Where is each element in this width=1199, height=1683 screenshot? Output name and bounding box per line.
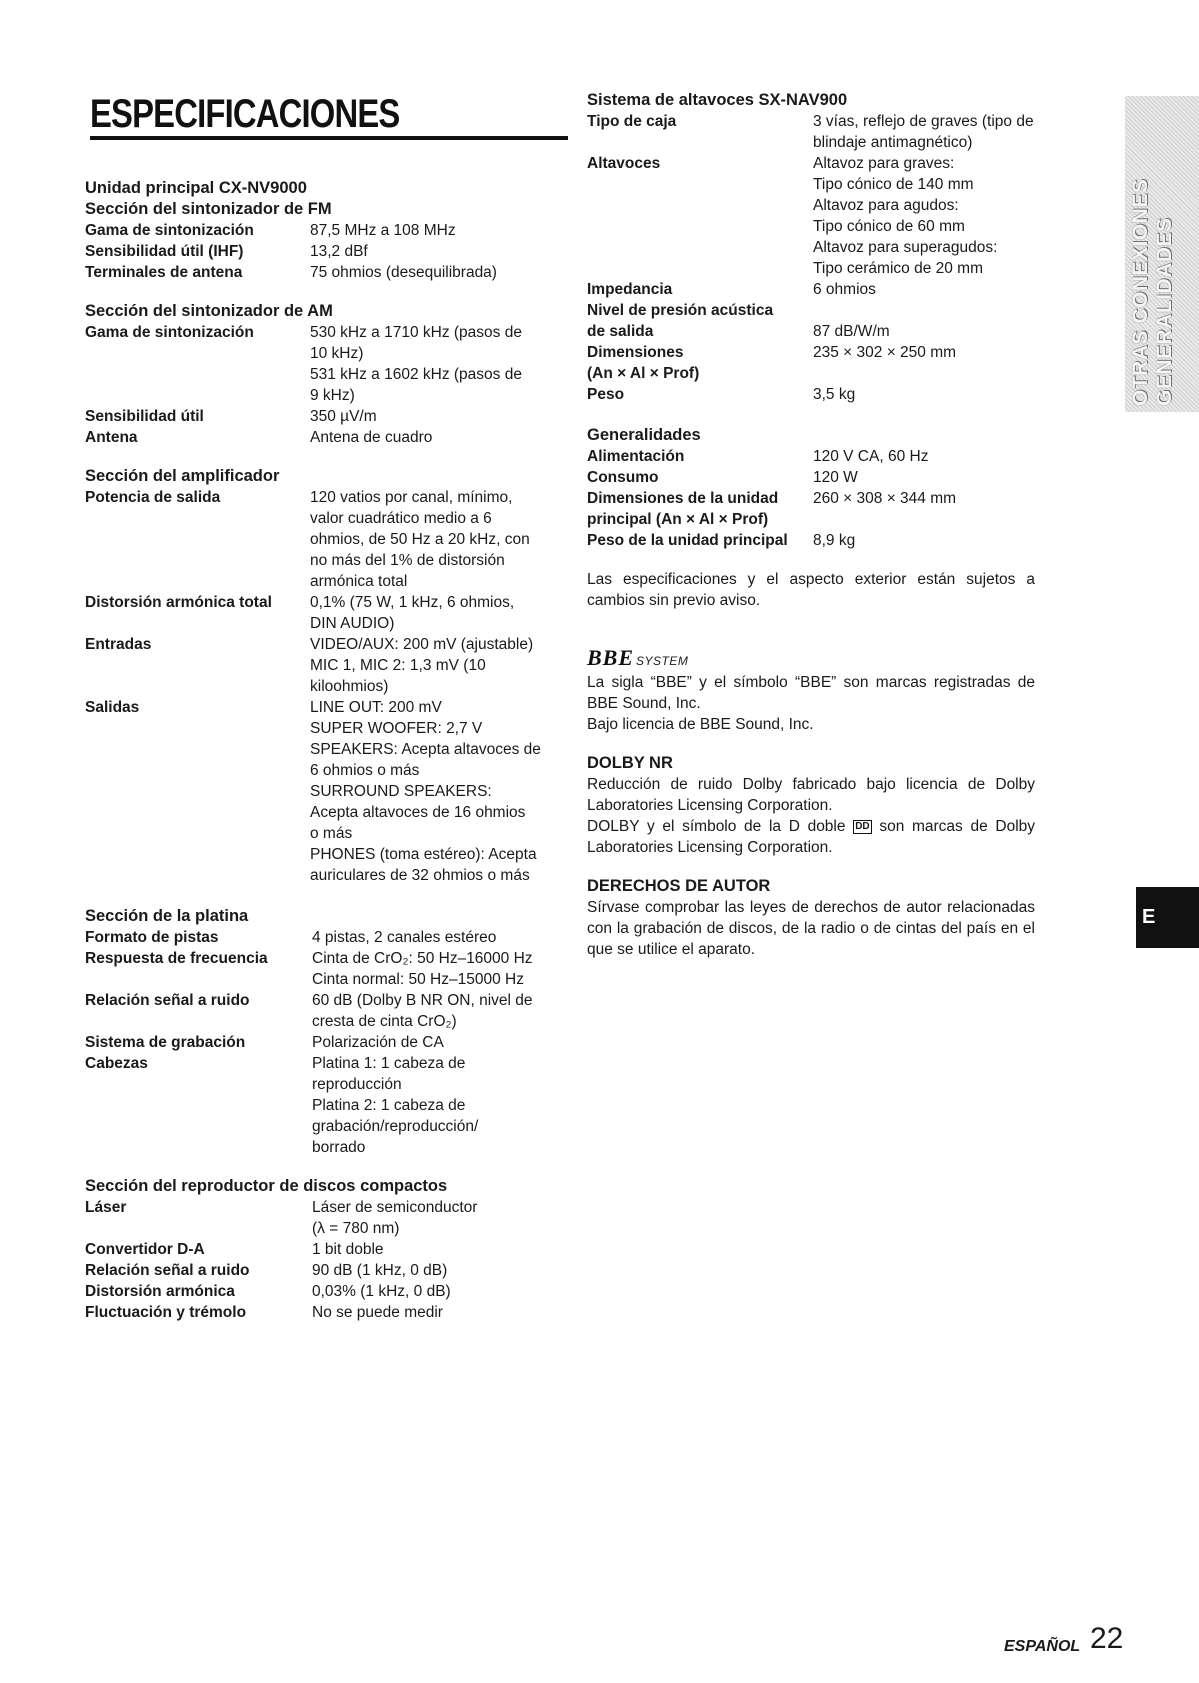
spec-value: [813, 446, 1035, 467]
bbe-license-text: Bajo licencia de BBE Sound, Inc.: [587, 716, 814, 733]
spec-row: [587, 488, 1035, 530]
section-heading: Sección del sintonizador de FM: [85, 200, 332, 218]
section-heading: Sección de la platina: [85, 907, 249, 925]
spec-label-line: Dimensiones de la unidad: [587, 490, 779, 507]
spec-label: Relación señal a ruido: [85, 992, 250, 1009]
spec-row: [85, 427, 555, 448]
speaker-system-section: [587, 90, 1035, 405]
spec-value-line: Antena de cuadro: [310, 429, 433, 446]
deck-section: [85, 906, 555, 1158]
spec-value-line: 0,03% (1 kHz, 0 dB): [312, 1283, 451, 1300]
spec-row: [587, 153, 1035, 279]
spec-value-line: 120 vatios por canal, mínimo,: [310, 489, 513, 506]
spec-value-line: Polarización de CA: [312, 1034, 444, 1051]
spec-row: [85, 241, 555, 262]
spec-value-line: armónica total: [310, 573, 408, 590]
spec-value: [312, 1260, 555, 1281]
spec-value: [813, 279, 1035, 300]
spec-value-line: grabación/reproducción/: [312, 1118, 479, 1135]
specs-notice: Las especificaciones y el aspecto exterior están sujetos a cambios sin previo aviso.: [587, 571, 1035, 609]
double-d-icon: DD: [855, 820, 870, 832]
spec-row: [85, 1302, 555, 1323]
spec-label-line: Consumo: [587, 469, 659, 486]
spec-value: [310, 427, 555, 448]
side-tab-text: [1129, 106, 1177, 406]
spec-value: [310, 487, 555, 592]
spec-label: Entradas: [85, 636, 152, 653]
spec-value-line: cresta de cinta CrO₂): [312, 1013, 457, 1030]
spec-value: [310, 634, 555, 697]
spec-value: [312, 990, 555, 1032]
spec-value: [312, 1053, 555, 1158]
spec-label: [587, 488, 813, 530]
spec-label: Salidas: [85, 699, 140, 716]
spec-value-line: 0,1% (75 W, 1 kHz, 6 ohmios,: [310, 594, 515, 611]
spec-label: [587, 530, 813, 551]
spec-value-line: Tipo cónico de 140 mm: [813, 176, 974, 193]
spec-value-line: 9 kHz): [310, 387, 355, 404]
spec-label-line: Impedancia: [587, 281, 673, 298]
spec-value-line: 1 bit doble: [312, 1241, 384, 1258]
spec-row: [85, 1239, 555, 1260]
spec-value-line: ohmios, de 50 Hz a 20 kHz, con: [310, 531, 530, 548]
spec-value-line: Cinta de CrO₂: 50 Hz–16000 Hz: [312, 950, 533, 967]
spec-value-line: DIN AUDIO): [310, 615, 395, 632]
spec-value-line: 260 × 308 × 344 mm: [813, 490, 957, 507]
spec-value-line: valor cuadrático medio a 6: [310, 510, 492, 527]
spec-value-line: No se puede medir: [312, 1304, 443, 1321]
spec-value-line: PHONES (toma estéreo): Acepta: [310, 846, 537, 863]
side-tab-line2: GENERALIDADES: [1153, 217, 1176, 406]
spec-row: [85, 406, 555, 427]
main-unit-heading: Unidad principal CX-NV9000: [85, 179, 307, 197]
spec-row: [587, 467, 1035, 488]
copyright-text: Sírvase comprobar las leyes de derechos de autor relacionadas con la grabación de discos, de la radio o de cintas del país en el que se utilice el aparato.: [587, 899, 1035, 958]
spec-value-line: 13,2 dBf: [310, 243, 368, 260]
spec-value-line: Platina 1: 1 cabeza de: [312, 1055, 466, 1072]
bbe-logo-mark: BBE: [587, 645, 635, 670]
spec-row: [85, 990, 555, 1032]
spec-row: [587, 300, 1035, 342]
spec-value-line: [813, 363, 1035, 384]
spec-value: [813, 530, 1035, 551]
left-column: [85, 178, 555, 1323]
spec-value-line: Platina 2: 1 cabeza de: [312, 1097, 466, 1114]
spec-label-line: Altavoces: [587, 155, 661, 172]
spec-value-line: 120 W: [813, 469, 858, 486]
spec-row: [85, 220, 555, 241]
spec-label: [587, 342, 813, 384]
spec-label: Respuesta de frecuencia: [85, 950, 268, 967]
dolby-heading: DOLBY NR: [587, 754, 673, 772]
spec-value: [312, 1302, 555, 1323]
spec-row: [587, 446, 1035, 467]
spec-value-line: o más: [310, 825, 353, 842]
spec-value-line: 60 dB (Dolby B NR ON, nivel de: [312, 992, 533, 1009]
spec-label: [587, 467, 813, 488]
footer-language: ESPAÑOL: [1004, 1638, 1081, 1655]
spec-value: [310, 697, 555, 886]
general-section: [587, 425, 1035, 551]
spec-value: [310, 262, 555, 283]
spec-label: Sensibilidad útil: [85, 408, 204, 425]
spec-value-line: Láser de semiconductor: [312, 1199, 478, 1216]
spec-label: Convertidor D-A: [85, 1241, 205, 1258]
spec-label: Formato de pistas: [85, 929, 219, 946]
spec-value-line: 350 µV/m: [310, 408, 377, 425]
spec-row: [587, 384, 1035, 405]
title-underline: [90, 136, 568, 140]
spec-value-line: Altavoz para graves:: [813, 155, 955, 172]
spec-value-line: 87 dB/W/m: [813, 323, 890, 340]
spec-label: Antena: [85, 429, 138, 446]
bbe-trademark-text: La sigla “BBE” y el símbolo “BBE” son marcas registradas de BBE Sound, Inc.: [587, 674, 1035, 712]
side-tab-line1: OTRAS CONEXIONES: [1129, 178, 1152, 406]
copyright-heading: DERECHOS DE AUTOR: [587, 877, 771, 895]
spec-value-line: 75 ohmios (desequilibrada): [310, 264, 497, 281]
spec-value-line: MIC 1, MIC 2: 1,3 mV (10 kiloohmios): [310, 657, 486, 695]
spec-value-line: auriculares de 32 ohmios o más: [310, 867, 530, 884]
spec-row: [85, 1281, 555, 1302]
spec-value-line: Acepta altavoces de 16 ohmios: [310, 804, 526, 821]
section-heading: Sección del sintonizador de AM: [85, 302, 333, 320]
spec-value: [813, 467, 1035, 488]
spec-value-line: 90 dB (1 kHz, 0 dB): [312, 1262, 448, 1279]
page-number: 22: [1090, 1622, 1124, 1655]
spec-label: Distorsión armónica: [85, 1283, 235, 1300]
spec-value: [813, 342, 1035, 384]
spec-value-line: VIDEO/AUX: 200 mV (ajustable): [310, 636, 534, 653]
spec-value-line: 6 ohmios o más: [310, 762, 420, 779]
page-title: ESPECIFICACIONES: [90, 92, 400, 136]
section-heading: Sección del reproductor de discos compactos: [85, 1177, 448, 1195]
spec-label-line: Dimensiones: [587, 344, 684, 361]
spec-label-line: Tipo de caja: [587, 113, 677, 130]
spec-row: [587, 342, 1035, 384]
spec-row: [85, 592, 555, 634]
spec-row: [85, 1260, 555, 1281]
spec-value-line: 531 kHz a 1602 kHz (pasos de: [310, 366, 522, 383]
spec-value-line: SURROUND SPEAKERS:: [310, 783, 492, 800]
spec-value-line: Cinta normal: 50 Hz–15000 Hz: [312, 971, 524, 988]
dolby-license-text: Reducción de ruido Dolby fabricado bajo licencia de Dolby Laboratories Licensing Corporation.: [587, 776, 1035, 814]
spec-label-line: Nivel de presión acústica: [587, 302, 774, 319]
spec-value: [813, 384, 1035, 405]
dolby-trademark-text: [587, 816, 1035, 858]
spec-value-line: 4 pistas, 2 canales estéreo: [312, 929, 497, 946]
spec-value-line: Altavoz para superagudos:: [813, 239, 998, 256]
spec-label: [587, 111, 813, 153]
spec-value-line: 3,5 kg: [813, 386, 856, 403]
spec-label-line: de salida: [587, 323, 654, 340]
spec-value: [310, 406, 555, 427]
spec-label: Terminales de antena: [85, 264, 243, 281]
spec-value-line: SPEAKERS: Acepta altavoces de: [310, 741, 541, 758]
spec-label: Gama de sintonización: [85, 324, 254, 341]
spec-label: Sistema de grabación: [85, 1034, 246, 1051]
spec-label: [587, 384, 813, 405]
spec-row: [85, 1053, 555, 1158]
spec-value-line: 235 × 302 × 250 mm: [813, 344, 957, 361]
spec-value: [312, 927, 555, 948]
spec-label: [587, 153, 813, 279]
section-side-tab: [1125, 96, 1199, 412]
section-heading: Sección del amplificador: [85, 467, 280, 485]
spec-value: [312, 1281, 555, 1302]
spec-value-line: Tipo cerámico de 20 mm: [813, 260, 983, 277]
language-tab-letter: E: [1142, 906, 1156, 928]
spec-label: Láser: [85, 1199, 127, 1216]
spec-row: [587, 530, 1035, 551]
spec-label: Gama de sintonización: [85, 222, 254, 239]
spec-row: [85, 262, 555, 283]
spec-label-line: Peso: [587, 386, 625, 403]
spec-value-line: 6 ohmios: [813, 281, 876, 298]
spec-label: [587, 446, 813, 467]
section-heading: Generalidades: [587, 426, 701, 444]
spec-value-line: no más del 1% de distorsión: [310, 552, 505, 569]
right-column: [587, 90, 1035, 960]
spec-value-line: Tipo cónico de 60 mm: [813, 218, 965, 235]
bbe-logo-suffix: SYSTEM: [636, 654, 689, 668]
spec-value: [310, 241, 555, 262]
cd-section: [85, 1176, 555, 1323]
spec-label: [587, 279, 813, 300]
spec-row: [85, 634, 555, 697]
spec-label-line: principal (An × Al × Prof): [587, 511, 769, 528]
spec-label: Sensibilidad útil (IHF): [85, 243, 244, 260]
spec-value-line: SUPER WOOFER: 2,7 V: [310, 720, 483, 737]
spec-row: [85, 948, 555, 990]
spec-value: [310, 592, 555, 634]
spec-label-line: (An × Al × Prof): [587, 365, 700, 382]
spec-row: [85, 1032, 555, 1053]
spec-label-line: Peso de la unidad principal: [587, 532, 788, 549]
spec-value: [310, 322, 555, 406]
spec-row: [85, 927, 555, 948]
spec-row: [85, 322, 555, 406]
spec-row: [85, 1197, 555, 1239]
spec-label: [587, 300, 813, 342]
bbe-logo: [587, 647, 1035, 672]
amplifier-section: [85, 466, 555, 886]
spec-label: Fluctuación y trémolo: [85, 1304, 247, 1321]
spec-value: [312, 1197, 555, 1239]
dolby-trademark-text-a: DOLBY y el símbolo de la D doble: [587, 818, 846, 835]
spec-value: [813, 153, 1035, 279]
spec-label: Cabezas: [85, 1055, 148, 1072]
spec-value-line: 3 vías, reflejo de graves (tipo de: [813, 113, 1034, 130]
spec-value: [310, 220, 555, 241]
section-heading: Sistema de altavoces SX-NAV900: [587, 91, 848, 109]
am-section: [85, 301, 555, 448]
spec-value-line: 530 kHz a 1710 kHz (pasos de: [310, 324, 522, 341]
spec-value-line: (λ = 780 nm): [312, 1220, 400, 1237]
spec-value: [312, 1032, 555, 1053]
spec-value-line: 87,5 MHz a 108 MHz: [310, 222, 456, 239]
spec-value-line: borrado: [312, 1139, 366, 1156]
spec-row: [85, 697, 555, 886]
spec-row: [587, 279, 1035, 300]
spec-value-line: 120 V CA, 60 Hz: [813, 448, 929, 465]
spec-row: [587, 111, 1035, 153]
spec-value-line: blindaje antimagnético): [813, 134, 973, 151]
spec-value-line: [813, 509, 1035, 530]
spec-label: Relación señal a ruido: [85, 1262, 250, 1279]
spec-value: [813, 111, 1035, 153]
spec-label-line: Alimentación: [587, 448, 685, 465]
spec-value: [813, 300, 1035, 342]
spec-label: Potencia de salida: [85, 489, 221, 506]
spec-value-line: 8,9 kg: [813, 532, 856, 549]
spec-value-line: [813, 300, 1035, 321]
fm-section: [85, 199, 555, 283]
spec-value-line: 10 kHz): [310, 345, 364, 362]
spec-value-line: reproducción: [312, 1076, 402, 1093]
spec-value-line: Altavoz para agudos:: [813, 197, 959, 214]
language-tab: [1136, 887, 1199, 948]
spec-value: [312, 948, 555, 990]
spec-value-line: LINE OUT: 200 mV: [310, 699, 442, 716]
spec-row: [85, 487, 555, 592]
spec-value: [312, 1239, 555, 1260]
spec-value: [813, 488, 1035, 530]
dolby-trademark-text-b: son marcas de Dolby Laboratories Licensing Corporation.: [587, 818, 1036, 856]
spec-label: Distorsión armónica total: [85, 594, 272, 611]
